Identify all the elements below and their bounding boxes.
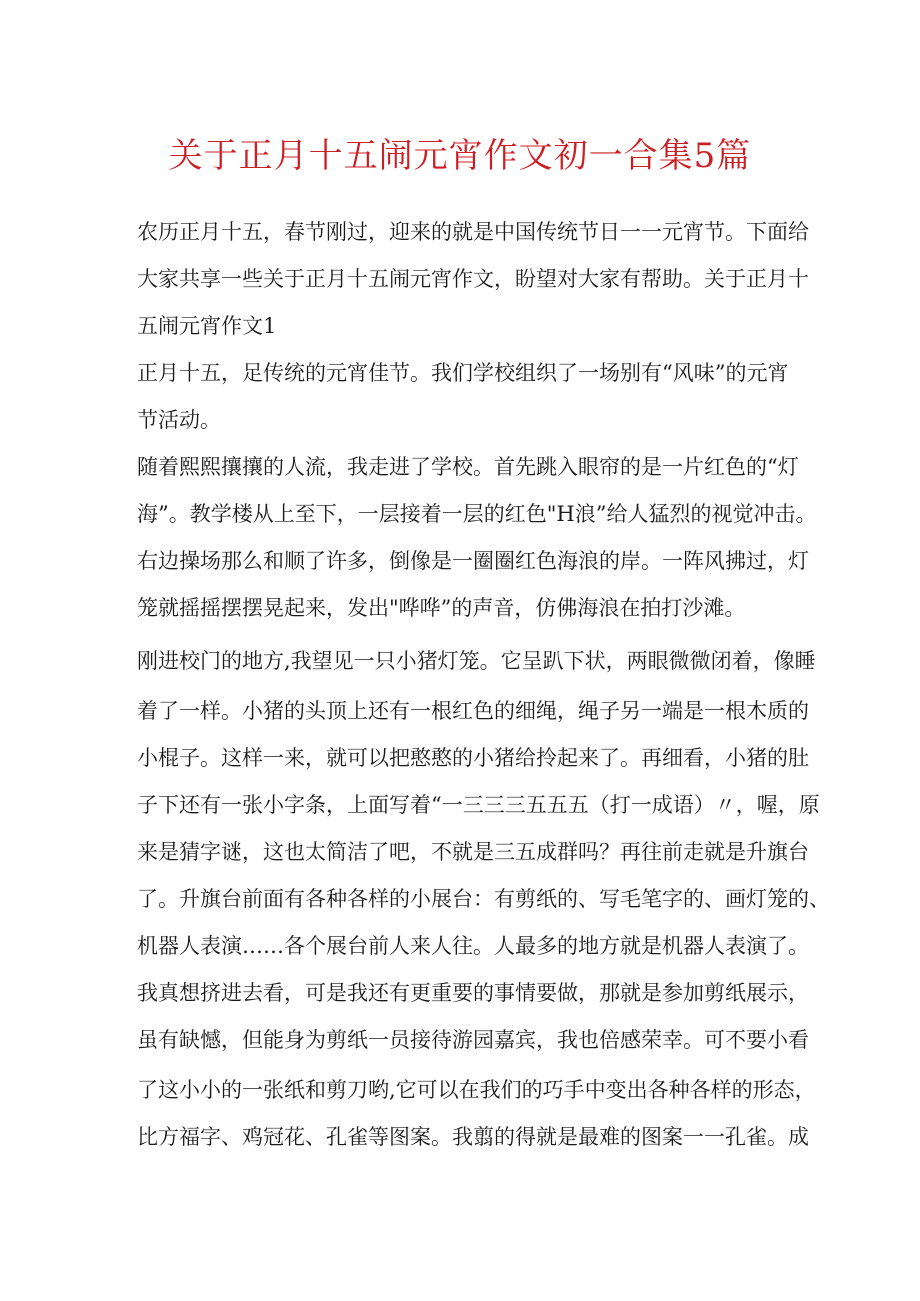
text-line: 我真想挤进去看，可是我还有更重要的事情要做，那就是参加剪纸展示， bbox=[137, 981, 809, 1005]
text-line: 海”。教学楼从上至下，一层接着一层的红色"H浪”给人猛烈的视觉冲击。 bbox=[137, 502, 817, 526]
text-line: 了。升旗台前面有各种各样的小展台：有剪纸的、写毛笔字的、画灯笼的、 bbox=[137, 887, 830, 911]
text-line: 随着熙熙攘攘的人流，我走进了学校。首先跳入眼帘的是一片红色的“灯 bbox=[137, 455, 799, 479]
text-line: 机器人表演……各个展台前人来人往。人最多的地方就是机器人表演了。 bbox=[137, 934, 809, 958]
text-line: 农历正月十五，春节刚过，迎来的就是中国传统节日一一元宵节。下面给 bbox=[137, 220, 809, 244]
text-line: 比方福字、鸡冠花、孔雀等图案。我翦的得就是最难的图案一一孔雀。成 bbox=[137, 1125, 809, 1149]
text-line: 小棍子。这样一来，就可以把憨憨的小猪给拎起来了。再细看，小猪的肚 bbox=[137, 746, 809, 770]
text-line: 正月十五，足传统的元宵佳节。我们学校组织了一场别有“风味”的元宵 bbox=[137, 361, 789, 385]
text-line: 节活动。 bbox=[137, 408, 221, 432]
document-title: 关于正月十五闹元宵作文初一合集5篇 bbox=[168, 136, 752, 176]
text-line: 大家共享一些关于正月十五闹元宵作文，盼望对大家有帮助。关于正月十 bbox=[137, 267, 809, 291]
text-line: 了这小小的一张纸和剪刀哟,它可以在我们的巧手中变出各种各样的形态， bbox=[137, 1078, 816, 1102]
text-line: 着了一样。小猪的头顶上还有一根红色的细绳，绳子另一端是一根木质的 bbox=[137, 699, 809, 723]
text-line: 虽有缺憾，但能身为剪纸一员接待游园嘉宾，我也倍感荣幸。可不要小看 bbox=[137, 1028, 809, 1052]
text-line: 五闹元宵作文1 bbox=[137, 314, 277, 338]
text-line: 子下还有一张小字条，上面写着“一三三三五五五（打一成语）〃，喔，原 bbox=[137, 793, 820, 817]
text-line: 笼就摇摇摆摆晃起来，发出"哗哗”的声音，仿佛海浪在拍打沙滩。 bbox=[137, 596, 746, 620]
text-line: 来是猜字谜，这也太简洁了吧，不就是三五成群吗？再往前走就是升旗台 bbox=[137, 840, 809, 864]
text-line: 刚进校门的地方,我望见一只小猪灯笼。它呈趴下状，两眼微微闭着，像睡 bbox=[137, 649, 816, 673]
text-line: 右边操场那么和顺了许多，倒像是一圈圈红色海浪的岸。一阵风拂过，灯 bbox=[137, 549, 809, 573]
